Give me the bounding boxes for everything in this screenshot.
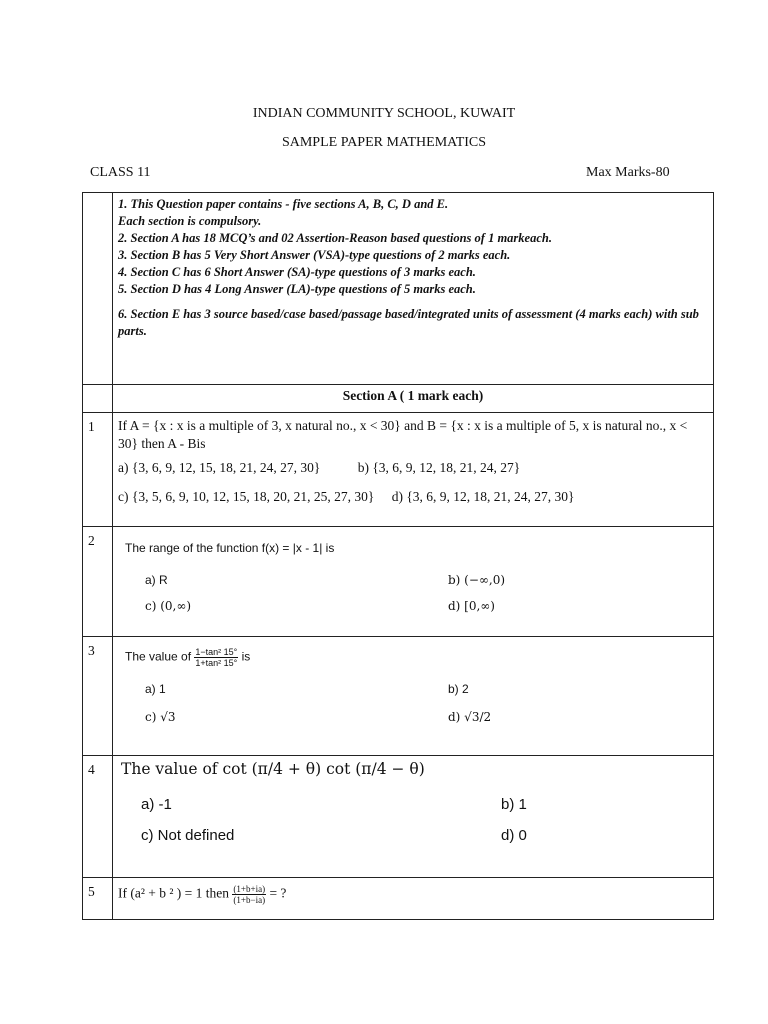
question-number: 1 (83, 413, 113, 527)
fraction (194, 647, 238, 668)
option-row (121, 827, 713, 844)
question-4 (113, 756, 714, 878)
option-row (125, 573, 713, 587)
fraction-denominator: (1+b−ia) (233, 895, 266, 905)
question-2 (113, 527, 714, 637)
question-stem: The value of cot (π/4 + θ) cot (π/4 − θ) (121, 760, 425, 778)
option-d: d) [0,∞) (448, 599, 495, 613)
instruction-line: 2. Section A has 18 MCQ’s and 02 Assertion-Reason based questions of 1 markeach. (118, 231, 552, 245)
option-a: a) 1 (145, 682, 166, 696)
instructions (113, 193, 714, 385)
question-row-5 (83, 878, 714, 920)
question-row-4 (83, 756, 714, 878)
option-a: a) {3, 6, 9, 12, 15, 18, 21, 24, 27, 30} (118, 460, 321, 475)
school-name: INDIAN COMMUNITY SCHOOL, KUWAIT (252, 106, 516, 121)
fraction-numerator: 1−tan² 15° (195, 647, 238, 657)
option-b: b) {3, 6, 9, 12, 18, 21, 24, 27} (357, 460, 521, 475)
option-row (125, 710, 713, 724)
instruction-line: 6. Section E has 3 source based/case based/passage based/integrated units of assessment (4 marks each) with sub parts. (118, 307, 699, 338)
question-row-2 (83, 527, 714, 637)
instruction-line: Each section is compulsory. (118, 214, 262, 228)
question-number: 4 (83, 756, 113, 878)
option-d: d) 0 (501, 827, 527, 844)
option-b: b) 2 (448, 682, 469, 696)
instructions-row (83, 193, 714, 385)
instruction-line: 4. Section C has 6 Short Answer (SA)-type questions of 3 marks each. (118, 265, 476, 279)
question-number: 3 (83, 637, 113, 756)
instruction-line: 5. Section D has 4 Long Answer (LA)-type questions of 5 marks each. (118, 282, 476, 296)
option-c: c) Not defined (141, 827, 235, 844)
fraction-numerator: (1+b+ia) (233, 884, 266, 894)
question-row-1 (83, 413, 714, 527)
option-c: c) √3 (145, 710, 176, 724)
option-c: c) (0,∞) (145, 599, 192, 613)
option-a: a) R (145, 573, 168, 587)
option-c: c) {3, 5, 6, 9, 10, 12, 15, 18, 20, 21, 25, 27, 30} (118, 489, 375, 504)
stem-text: = ? (269, 885, 287, 901)
class-label: CLASS 11 (90, 165, 151, 180)
instruction-line: 1. This Question paper contains - five sections A, B, C, D and E. (118, 197, 449, 211)
paper-title: SAMPLE PAPER MATHEMATICS (281, 135, 487, 150)
question-1 (113, 413, 714, 527)
option-row (118, 488, 707, 506)
stem-text: is (241, 649, 251, 664)
instruction-line: 3. Section B has 5 Very Short Answer (VSA)-type questions of 2 marks each. (118, 248, 511, 262)
question-row-3 (83, 637, 714, 756)
fraction-denominator: 1+tan² 15° (195, 658, 238, 668)
question-stem: If A = {x : x is a multiple of 3, x natural no., x < 30} and B = {x : x is a multiple of 5, x is natural no., x < 30} then A - Bis (118, 418, 688, 451)
question-table (82, 192, 714, 920)
option-d: d) {3, 6, 9, 12, 18, 21, 24, 27, 30} (391, 489, 575, 504)
question-5 (113, 878, 714, 920)
question-number: 2 (83, 527, 113, 637)
option-row (121, 796, 713, 813)
section-row (83, 385, 714, 413)
option-row (125, 682, 713, 696)
question-3 (113, 637, 714, 756)
max-marks: Max Marks-80 (586, 165, 670, 180)
option-row (125, 599, 713, 613)
option-b: b) 1 (501, 796, 527, 813)
option-b: b) (−∞,0) (448, 573, 506, 587)
option-row (118, 459, 707, 477)
section-a-heading: Section A ( 1 mark each) (113, 385, 714, 413)
stem-text: The value of (125, 649, 192, 664)
option-d: d) √3/2 (448, 710, 492, 724)
fraction (232, 884, 266, 905)
question-stem (125, 647, 713, 668)
question-stem: The range of the function f(x) = |x - 1| is (125, 541, 335, 555)
option-a: a) -1 (141, 796, 172, 813)
question-number: 5 (83, 878, 113, 920)
stem-text: If (a² + b ² ) = 1 then (118, 885, 230, 901)
